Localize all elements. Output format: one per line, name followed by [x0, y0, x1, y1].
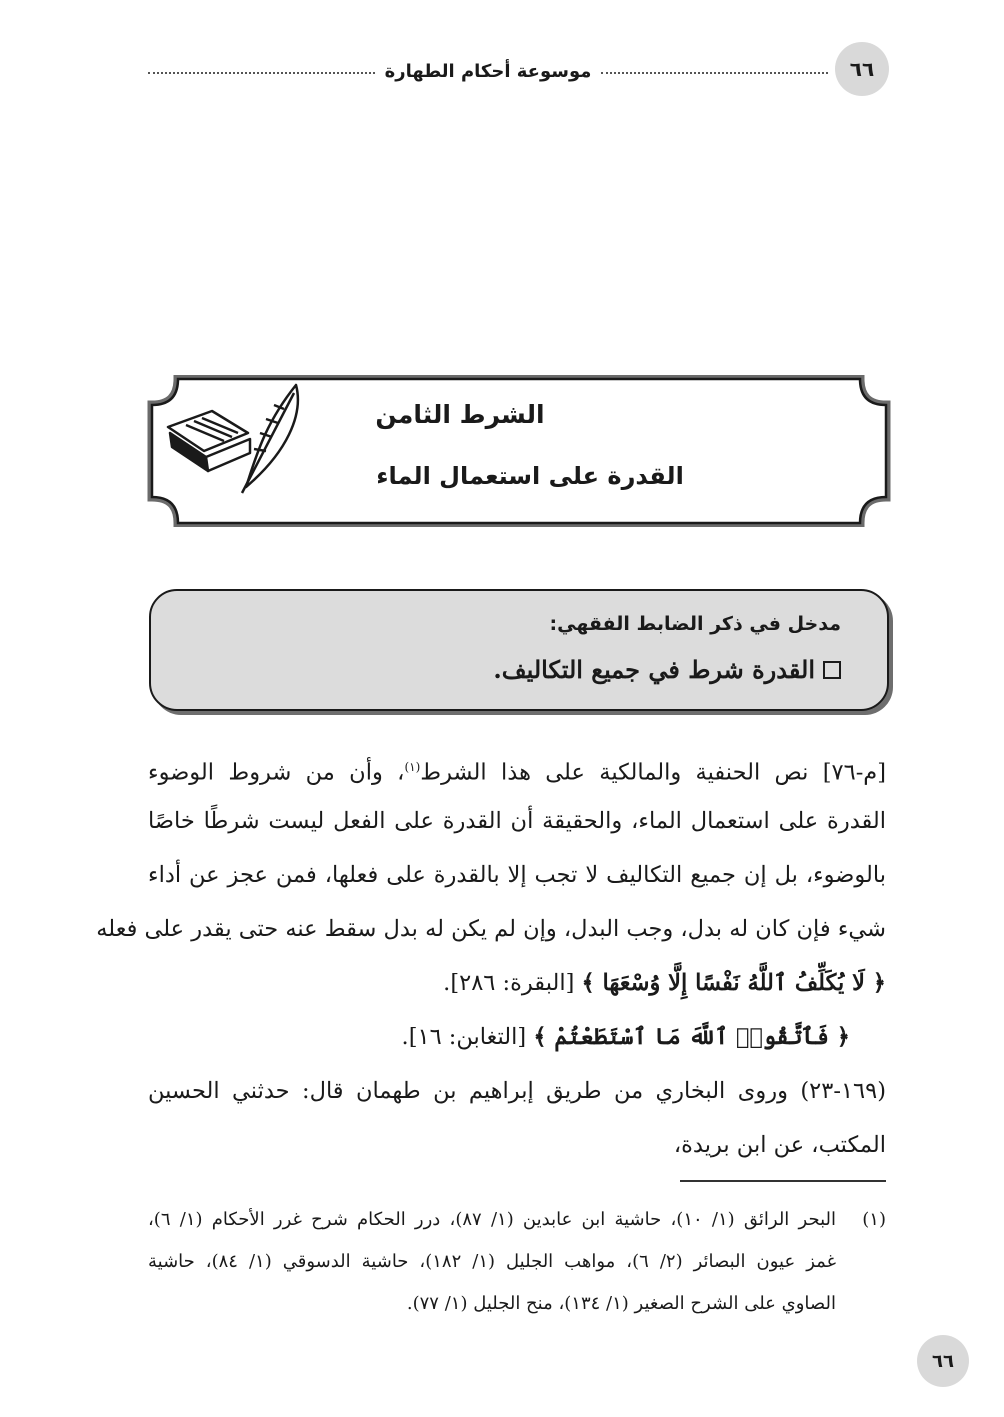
footnote-line-3 — [148, 1283, 886, 1325]
header-dots-right — [601, 72, 828, 74]
body-line-7: (١٦٩-٢٣) وروى البخاري من طريق إبراهيم بن طهمان قال: حدثني الحسين — [148, 1078, 886, 1104]
quran-ref-1: [البقرة: ٢٨٦]. — [443, 970, 582, 996]
body-line-3: بالوضوء، بل إن جميع التكاليف لا تجب إلا بالقدرة على فعلها، فمن عجز عن أداء — [148, 862, 886, 888]
header-book-title: موسوعة أحكام الطهارة — [384, 60, 592, 82]
body-line-2: القدرة على استعمال الماء، والحقيقة أن القدرة على الفعل ليست شرطًا خاصًا — [148, 808, 886, 834]
checkbox-bullet-icon — [823, 661, 841, 679]
intro-box — [149, 589, 889, 711]
quran-verse-1: ﴿ لَا يُكَلِّفُ ٱللَّهُ نَفْسًا إِلَّا وُسْعَهَا ﴾ — [581, 970, 886, 996]
intro-rule — [493, 655, 841, 684]
body-text — [96, 740, 886, 1172]
header-dots-left — [148, 72, 375, 74]
footnote-text-2: غمز عيون البصائر (٢/ ٦)، مواهب الجليل (١/ ١٨٢)، حاشية الدسوقي (١/ ٨٤)، حاشية — [148, 1251, 836, 1272]
footnote-separator — [680, 1180, 886, 1182]
body-line-8: المكتب، عن ابن بريدة، — [673, 1132, 886, 1158]
footnote-line-1 — [148, 1199, 886, 1241]
quran-verse-2: ﴿ فَٱتَّقُوا۟ ٱللَّهَ مَا ٱسْتَطَعْتُمْ ﴾ — [533, 1024, 850, 1050]
running-header — [148, 61, 828, 81]
footer-page-number: ٦٦ — [917, 1335, 969, 1387]
quran-ref-2: [التغابن: ١٦]. — [401, 1024, 534, 1050]
intro-rule-text: القدرة شرط في جميع التكاليف. — [493, 655, 815, 684]
body-line-5 — [148, 956, 886, 1010]
footnote-line-2 — [148, 1241, 886, 1283]
header-page-number: ٦٦ — [835, 42, 889, 96]
intro-heading: مدخل في ذكر الضابط الفقهي: — [549, 613, 841, 635]
footnote-ref-1[interactable]: (١) — [404, 760, 421, 774]
body-line-4: شيء فإن كان له بدل، وجب البدل، وإن لم يكن له بدل سقط عنه حتى يقدر على فعله — [96, 916, 886, 942]
footnote-text-3: الصاوي على الشرح الصغير (١/ ١٣٤)، منح الجليل (١/ ٧٧). — [406, 1293, 836, 1314]
body-line-1 — [148, 740, 886, 794]
footnotes — [148, 1199, 886, 1325]
chapter-title: الشرط الثامن — [375, 400, 545, 429]
body-line-1-a: [م-٧٦] نص الحنفية والمالكية على هذا الشرط — [420, 759, 886, 786]
footnote-number: (١) — [862, 1209, 886, 1230]
body-line-1-b: ، وأن من شروط الوضوء — [148, 759, 405, 786]
chapter-banner — [146, 375, 892, 527]
chapter-subtitle: القدرة على استعمال الماء — [376, 462, 684, 490]
body-line-6 — [148, 1010, 886, 1064]
banner-frame — [146, 375, 892, 527]
footnote-text-1: البحر الرائق (١/ ١٠)، حاشية ابن عابدين (١/ ٨٧)، درر الحكام شرح غرر الأحكام (١/ ٦)، — [148, 1209, 836, 1230]
